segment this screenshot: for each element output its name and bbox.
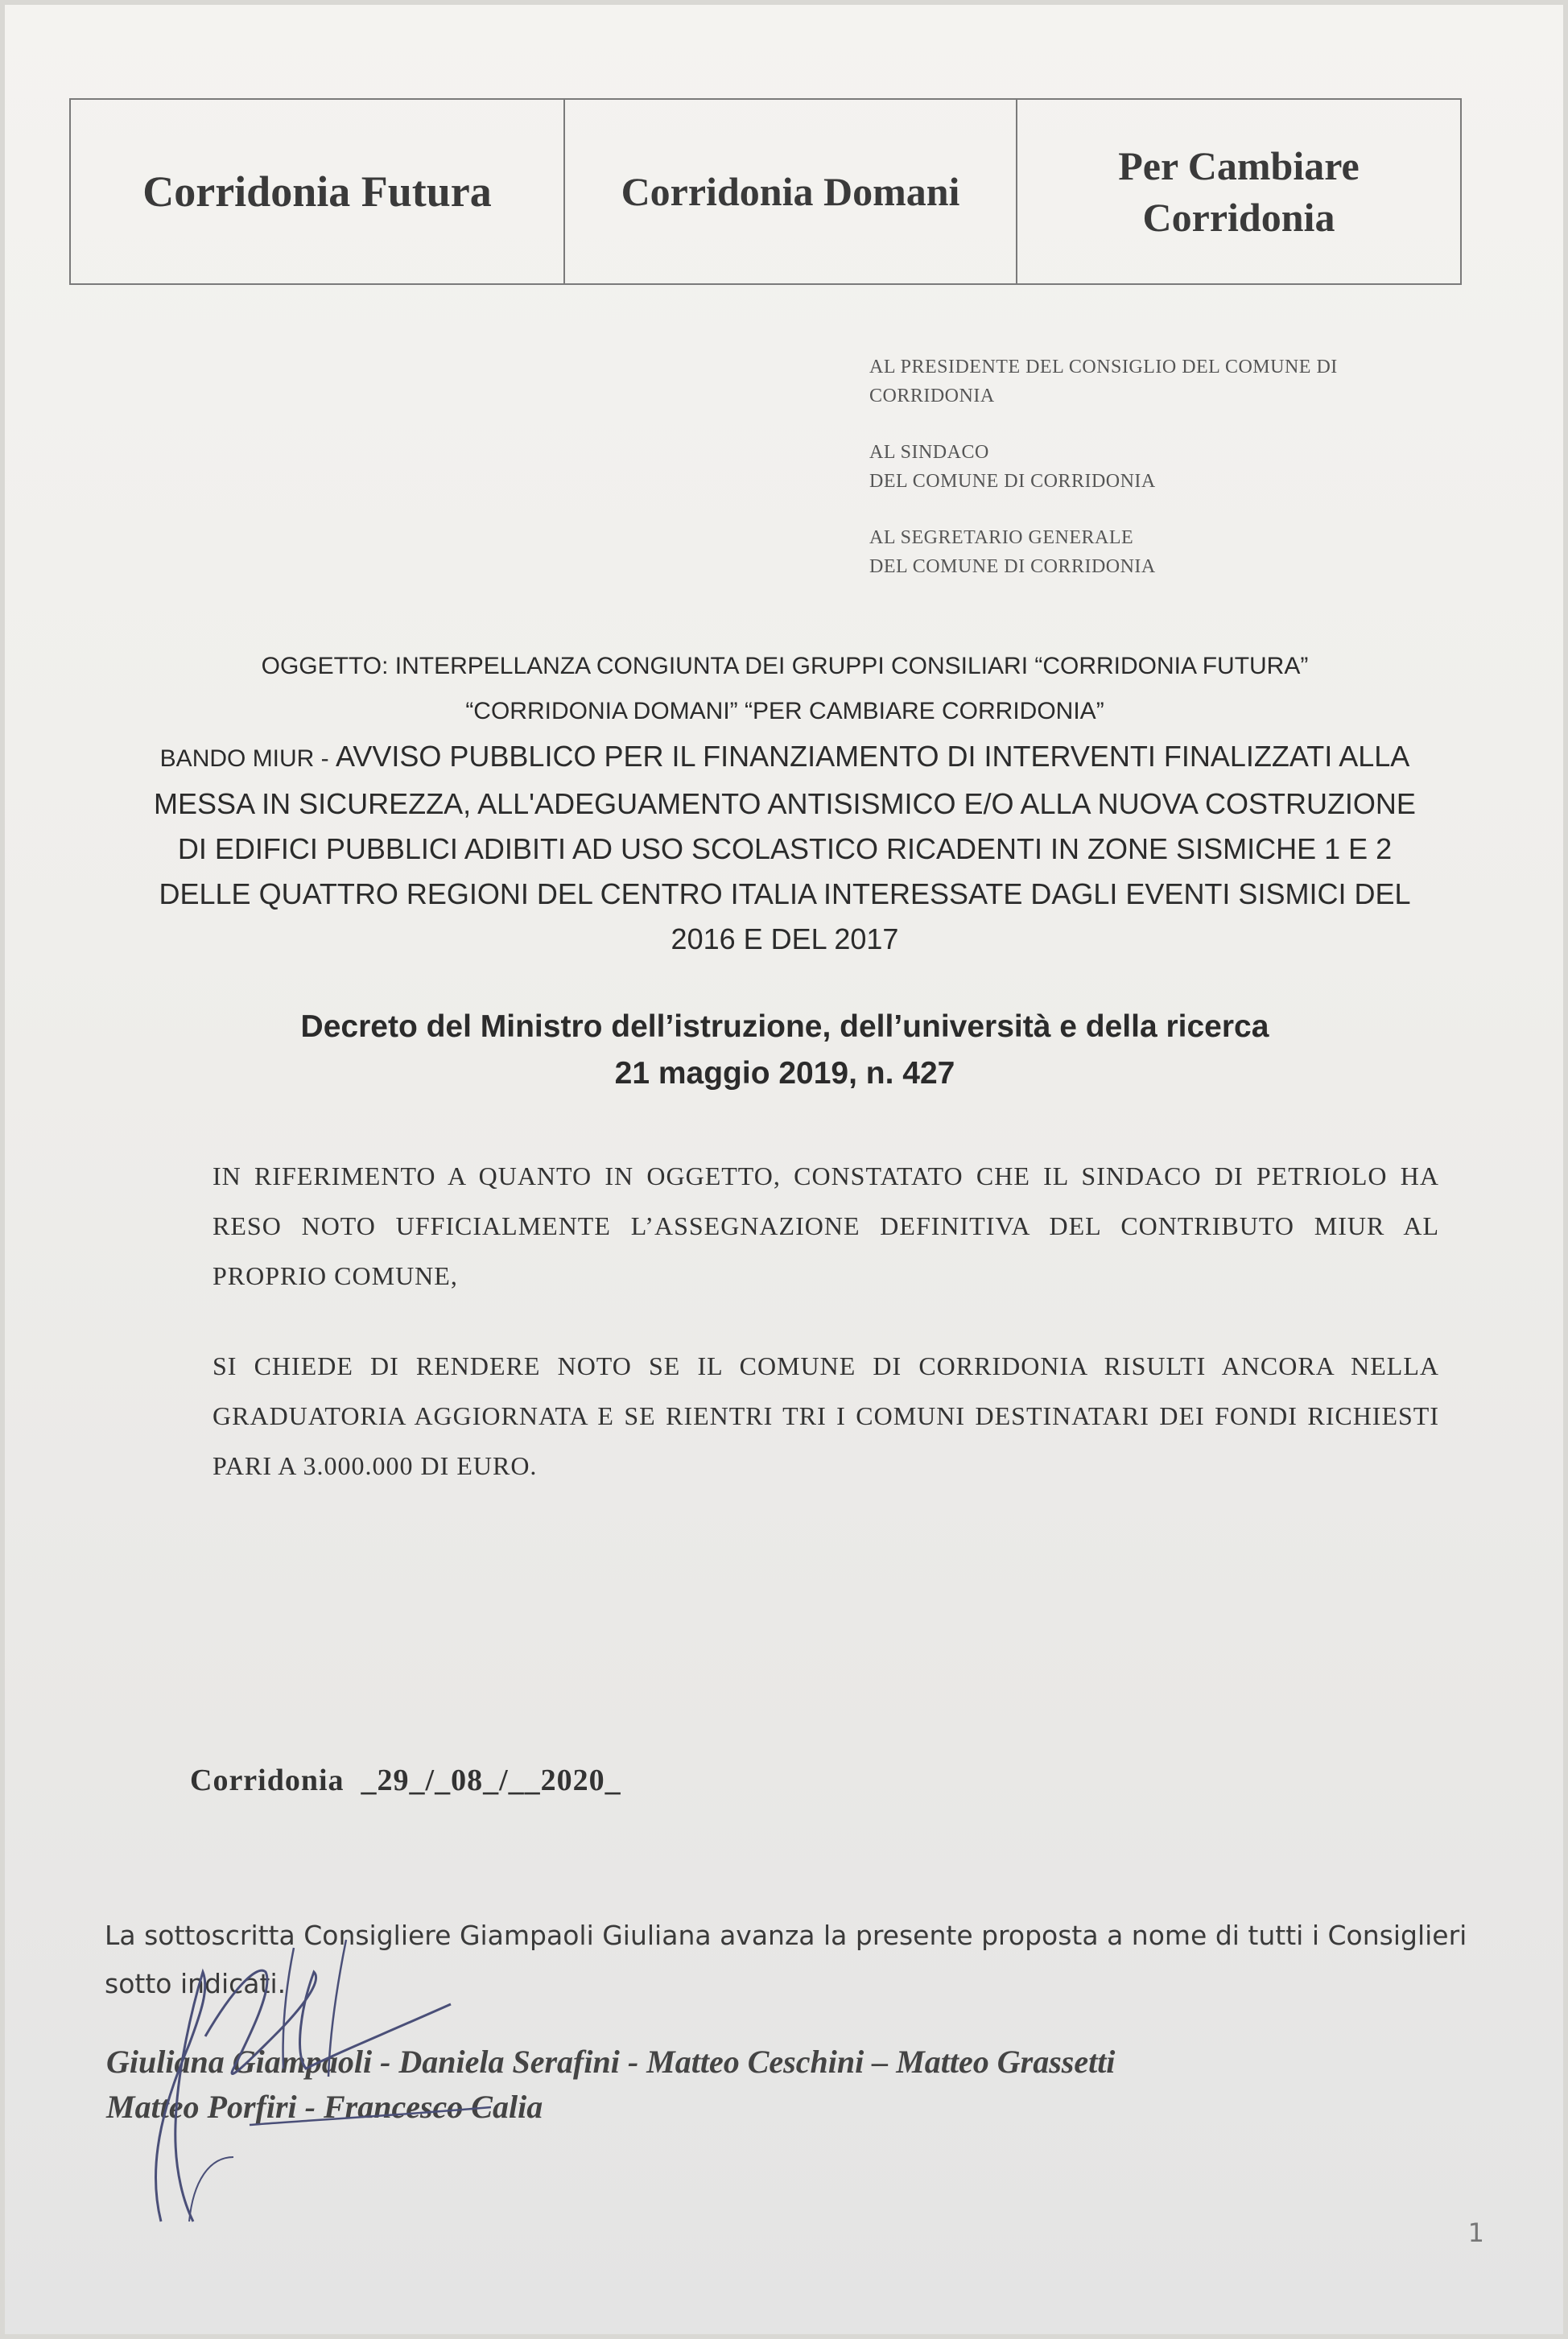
- header-cell-corridonia-futura: Corridonia Futura: [142, 167, 492, 216]
- addressee-segretario: AL SEGRETARIO GENERALE DEL COMUNE DI CORRIDONIA: [869, 527, 1156, 577]
- subject-block: [145, 644, 1425, 1097]
- header-cell-per-cambiare-text: Per Cambiare Corridonia: [1118, 143, 1360, 240]
- subject-line-1: OGGETTO: INTERPELLANZA CONGIUNTA DEI GRUPPI CONSILIARI “CORRIDONIA FUTURA”: [261, 653, 1309, 679]
- subject-line-2: “CORRIDONIA DOMANI” “PER CAMBIARE CORRIDONIA”: [465, 698, 1104, 724]
- subject-bando-text: AVVISO PUBBLICO PER IL FINANZIAMENTO DI INTERVENTI FINALIZZATI ALLA MESSA IN SICUREZZA, ALL'ADEGUAMENTO ANTISISMICO E/O ALLA NUOVA COSTRUZIONE DI EDIFICI PUBBLICI ADIBITI AD USO SCOLASTICO RICADENTI IN ZONE SISMICHE 1 E 2 DELLE QUATTRO REGIONI DEL CENTRO ITALIA INTERESSATE DAGLI EVENTI SISMICI DEL 2016 E DEL 2017: [154, 740, 1416, 955]
- addressee-sindaco: AL SINDACO DEL COMUNE DI CORRIDONIA: [869, 442, 1156, 492]
- addressee-presidente: AL PRESIDENTE DEL CONSIGLIO DEL COMUNE DI CORRIDONIA: [869, 357, 1338, 406]
- subject-bando: [145, 734, 1425, 962]
- subject-bando-prefix: BANDO MIUR -: [159, 745, 336, 772]
- statement-text: La sottoscritta Consigliere Giampaoli Giuliana avanza la presente proposta a nome di tutti i Consiglieri sotto indicati.: [105, 1920, 1467, 1999]
- body-paragraph-2: SI CHIEDE DI RENDERE NOTO SE IL COMUNE DI CORRIDONIA RISULTI ANCORA NELLA GRADUATORIA AGGIORNATA E SE RIENTRI TRI I COMUNI DESTINATARI DEI FONDI RICHIESTI PARI A 3.000.000 DI EURO.: [213, 1351, 1439, 1480]
- date-line: Corridonia _29_/_08_/__2020_: [190, 1764, 621, 1797]
- header-table: [69, 98, 1462, 285]
- addressees: [869, 353, 1433, 608]
- decree-line-1: Decreto del Ministro dell’istruzione, dell’università e della ricerca: [300, 1009, 1269, 1044]
- signers-line-1: Giuliana Giampaoli - Daniela Serafini - Matteo Ceschini – Matteo Grassetti: [106, 2044, 1116, 2080]
- handwritten-signature: [113, 1916, 531, 2254]
- decree-reference: [145, 1004, 1425, 1097]
- signers-line-2: Matteo Porfiri - Francesco Calia: [106, 2089, 543, 2125]
- header-cell-per-cambiare-corridonia: [1016, 100, 1460, 283]
- decree-line-2: 21 maggio 2019, n. 427: [614, 1056, 955, 1091]
- header-cell-corridonia-domani: Corridonia Domani: [563, 100, 1016, 283]
- body-paragraph-1: IN RIFERIMENTO A QUANTO IN OGGETTO, CONSTATATO CHE IL SINDACO DI PETRIOLO HA RESO NOTO UFFICIALMENTE L’ASSEGNAZIONE DEFINITIVA DEL CONTRIBUTO MIUR AL PROPRIO COMUNE,: [213, 1161, 1439, 1290]
- page-number: 1: [1467, 2217, 1484, 2248]
